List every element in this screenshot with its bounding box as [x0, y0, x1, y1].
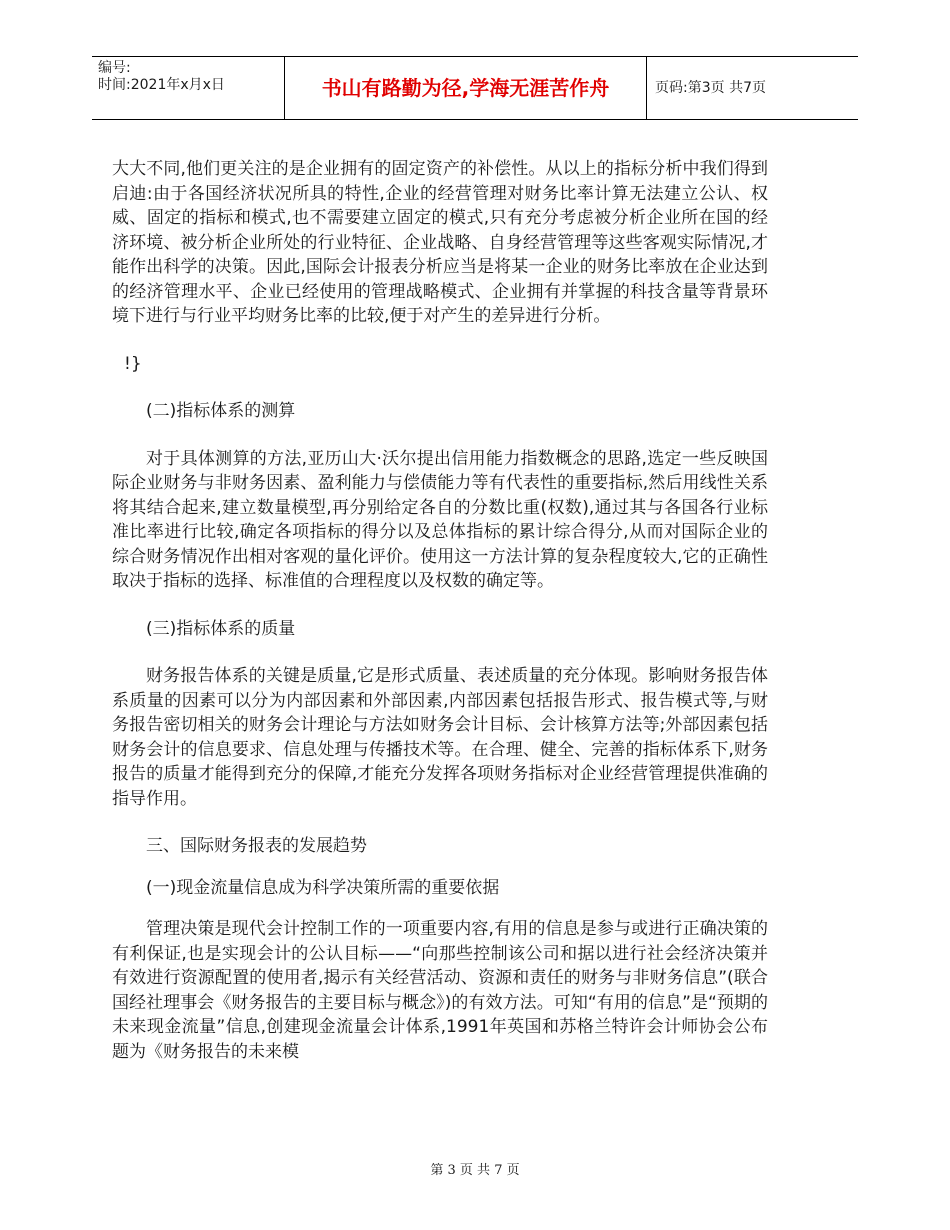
header-meta — [92, 57, 285, 119]
header-page-number: 页码:第3页 共7页 — [655, 80, 766, 96]
page-header — [92, 56, 858, 120]
document-body — [112, 157, 768, 1064]
document-date: 时间:2021年x月x日 — [98, 77, 225, 93]
body-paragraph: 管理决策是现代会计控制工作的一项重要内容,有用的信息是参与或进行正确决策的有利保证,也是实现会计的公认目标——“向那些控制该公司和据以进行社会经济决策并有效进行资源配置的使用者,揭示有关经营活动、资源和责任的财务与非财务信息”(联合国经社理事会《财务报告的主要目标与概念》)的有效方法。可知“有用的信息”是“预期的未来现金流量”信息,创建现金流量会计体系,1991年英国和苏格兰特许会计师协会公布题为《财务报告的未来模 — [112, 919, 768, 1062]
section-heading: (二)指标体系的测算 — [146, 401, 296, 421]
document-number-label: 编号: — [98, 60, 131, 76]
body-paragraph: 财务报告体系的关键是质量,它是形式质量、表述质量的充分体现。影响财务报告体系质量的因素可以分为内部因素和外部因素,内部因素包括报告形式、报告模式等,与财务报告密切相关的财务会计理论与方法如财务会计目标、会计核算方法等;外部因素包括财务会计的信息要求、信息处理与传播技术等。在合理、健全、完善的指标体系下,财务报告的质量才能得到充分的保障,才能充分发挥各项财务指标对企业经营管理提供准确的指导作用。 — [112, 666, 768, 809]
header-motto: 书山有路勤为径,学海无涯苦作舟 — [285, 57, 647, 119]
body-paragraph: 大大不同,他们更关注的是企业拥有的固定资产的补偿性。从以上的指标分析中我们得到启迪:由于各国经济状况所具的特性,企业的经营管理对财务比率计算无法建立公认、权威、固定的指标和模式,也不需要建立固定的模式,只有充分考虑被分析企业所在国的经济环境、被分析企业所处的行业特征、企业战略、自身经营管理等这些客观实际情况,才能作出科学的决策。因此,国际会计报表分析应当是将某一企业的财务比率放在企业达到的经济管理水平、企业已经使用的管理战略模式、企业拥有并掌握的科技含量等背景环境下进行与行业平均财务比率的比较,便于对产生的差异进行分析。 — [112, 159, 768, 326]
chapter-heading: 三、国际财务报表的发展趋势 — [146, 836, 367, 856]
body-paragraph: 对于具体测算的方法,亚历山大·沃尔提出信用能力指数概念的思路,选定一些反映国际企业财务与非财务因素、盈利能力与偿债能力等有代表性的重要指标,然后用线性关系将其结合起来,建立数量模型,再分别给定各自的分数比重(权数),通过其与各国各行业标准比率进行比较,确定各项指标的得分以及总体指标的累计综合得分,从而对国际企业的综合财务情况作出相对客观的量化评价。使用这一方法计算的复杂程度较大,它的正确性取决于指标的选择、标准值的合理程度以及权数的确定等。 — [112, 448, 768, 591]
page-footer: 第 3 页 共 7 页 — [430, 1163, 520, 1178]
section-heading: (一)现金流量信息成为科学决策所需的重要依据 — [146, 877, 500, 898]
stray-text: !} — [124, 353, 142, 374]
section-heading: (三)指标体系的质量 — [146, 618, 296, 639]
